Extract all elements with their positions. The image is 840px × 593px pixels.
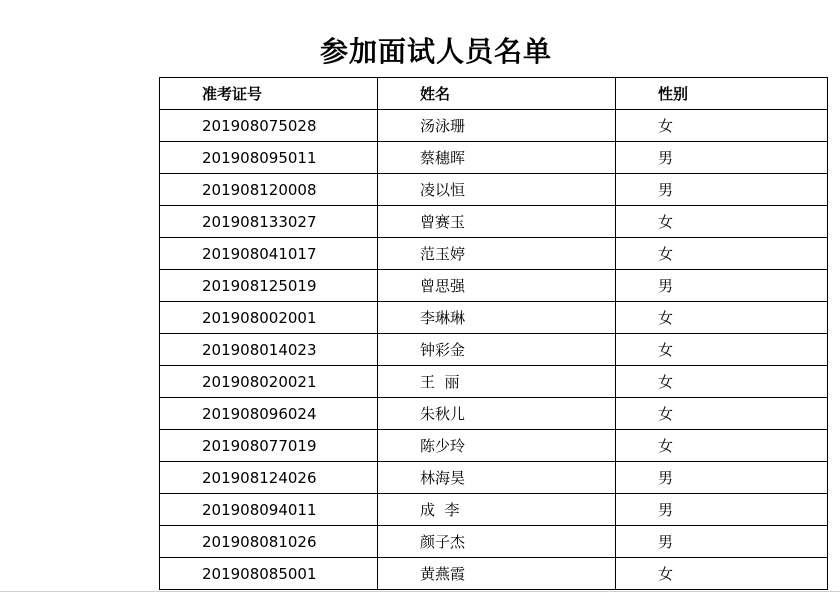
exam-id-cell: 201908133027 [160, 206, 378, 238]
exam-id-cell: 201908075028 [160, 110, 378, 142]
table-row [160, 270, 828, 302]
table-header-row [160, 78, 828, 110]
table-row [160, 462, 828, 494]
name-cell: 范玉婷 [378, 238, 616, 270]
table-row [160, 494, 828, 526]
exam-id-cell: 201908095011 [160, 142, 378, 174]
exam-id-cell: 201908124026 [160, 462, 378, 494]
name-cell: 凌以恒 [378, 174, 616, 206]
gender-cell: 女 [616, 430, 828, 462]
gender-cell: 女 [616, 238, 828, 270]
gender-cell: 男 [616, 270, 828, 302]
gender-cell: 女 [616, 366, 828, 398]
table-row [160, 110, 828, 142]
name-cell: 成 李 [378, 494, 616, 526]
gender-cell: 男 [616, 142, 828, 174]
table-row [160, 366, 828, 398]
table-row [160, 526, 828, 558]
exam-id-cell: 201908014023 [160, 334, 378, 366]
gender-cell: 男 [616, 494, 828, 526]
table-row [160, 334, 828, 366]
gender-cell: 女 [616, 206, 828, 238]
table-row [160, 398, 828, 430]
name-cell: 曾赛玉 [378, 206, 616, 238]
name-cell: 朱秋儿 [378, 398, 616, 430]
exam-id-cell: 201908020021 [160, 366, 378, 398]
name-cell: 钟彩金 [378, 334, 616, 366]
table-body [160, 110, 828, 590]
gender-cell: 女 [616, 398, 828, 430]
table-row [160, 558, 828, 590]
name-cell: 陈少玲 [378, 430, 616, 462]
exam-id-cell: 201908125019 [160, 270, 378, 302]
name-cell: 曾思强 [378, 270, 616, 302]
name-cell: 颜子杰 [378, 526, 616, 558]
exam-id-cell: 201908120008 [160, 174, 378, 206]
exam-id-cell: 201908094011 [160, 494, 378, 526]
name-cell: 汤泳珊 [378, 110, 616, 142]
gender-cell: 男 [616, 526, 828, 558]
gender-cell: 男 [616, 462, 828, 494]
table-row [160, 238, 828, 270]
name-cell: 蔡穗晖 [378, 142, 616, 174]
table-row [160, 302, 828, 334]
gender-cell: 女 [616, 302, 828, 334]
name-cell: 李琳琳 [378, 302, 616, 334]
gender-cell: 女 [616, 110, 828, 142]
page-bottom-divider [0, 591, 840, 592]
exam-id-cell: 201908077019 [160, 430, 378, 462]
name-cell: 黄燕霞 [378, 558, 616, 590]
page-title: 参加面试人员名单 [319, 35, 552, 68]
table-row [160, 142, 828, 174]
table-row [160, 430, 828, 462]
gender-cell: 男 [616, 174, 828, 206]
name-cell: 王 丽 [378, 366, 616, 398]
exam-id-cell: 201908081026 [160, 526, 378, 558]
gender-cell: 女 [616, 558, 828, 590]
gender-cell: 女 [616, 334, 828, 366]
table-row [160, 174, 828, 206]
exam-id-cell: 201908002001 [160, 302, 378, 334]
column-header-gender: 性别 [616, 78, 828, 110]
exam-id-cell: 201908085001 [160, 558, 378, 590]
exam-id-cell: 201908041017 [160, 238, 378, 270]
exam-id-cell: 201908096024 [160, 398, 378, 430]
column-header-name: 姓名 [378, 78, 616, 110]
candidate-table [159, 77, 828, 590]
name-cell: 林海昊 [378, 462, 616, 494]
table-row [160, 206, 828, 238]
column-header-exam-id: 准考证号 [160, 78, 378, 110]
